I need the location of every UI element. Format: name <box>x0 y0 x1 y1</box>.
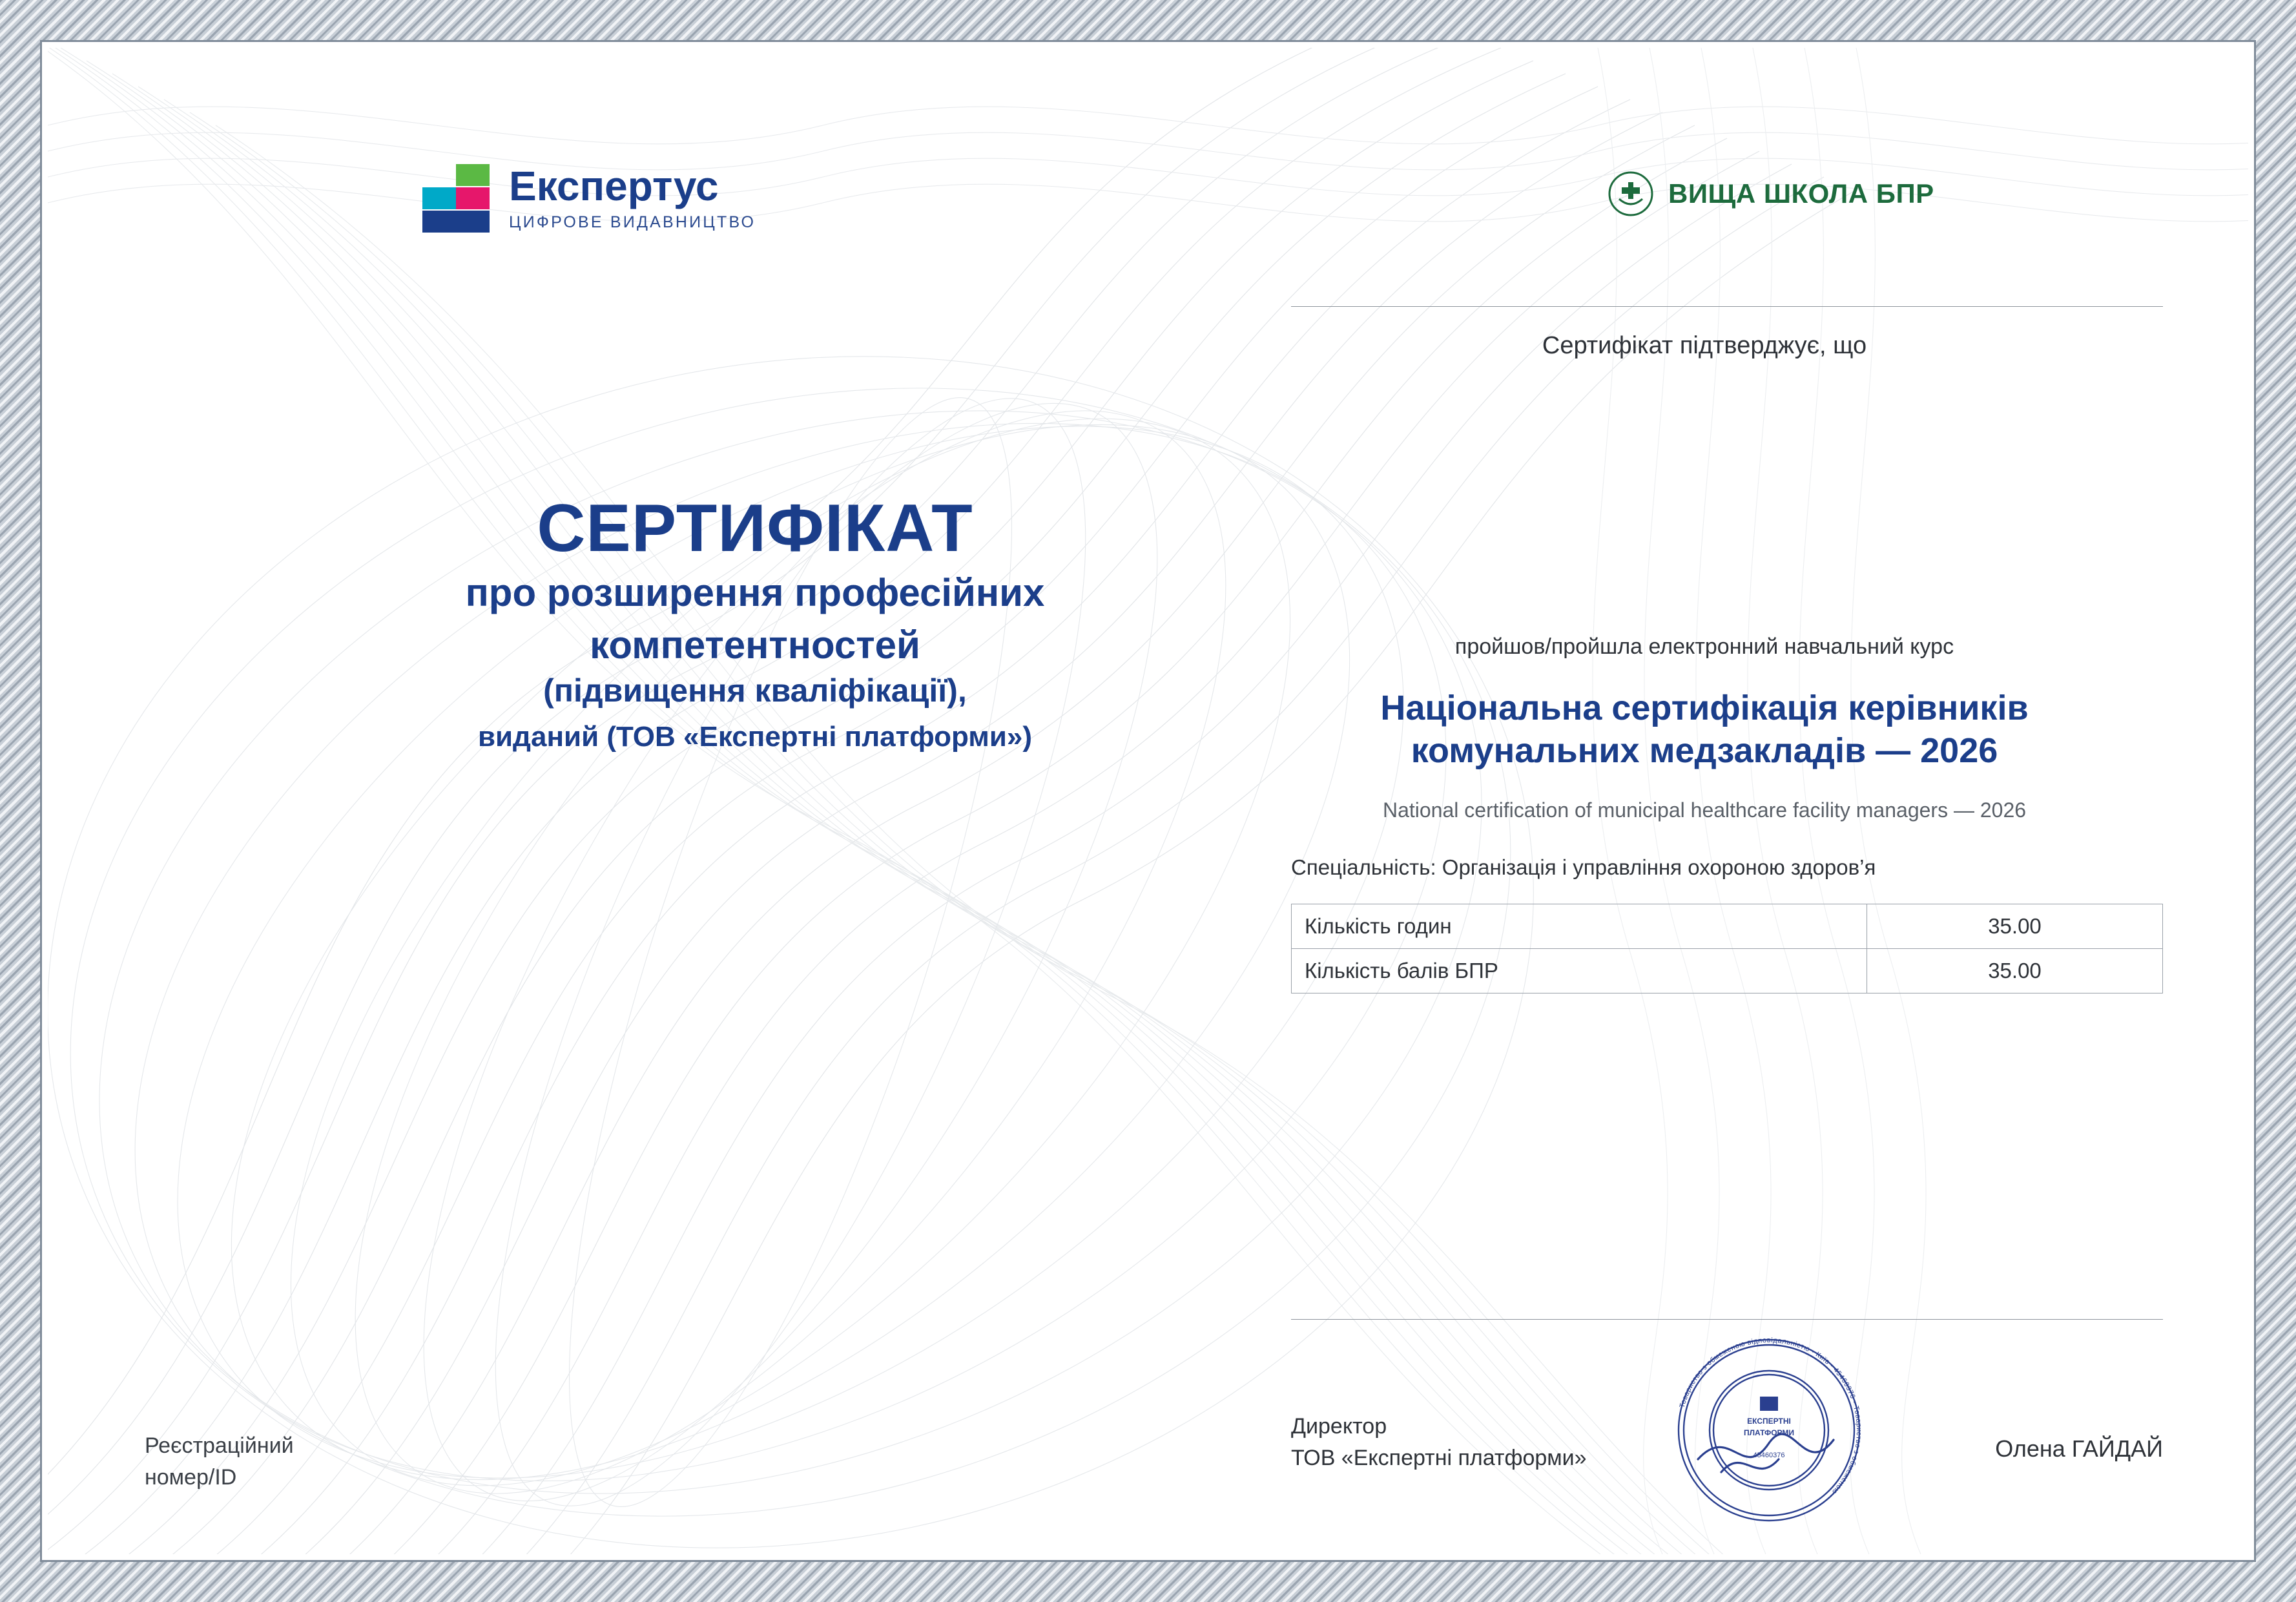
table-row <box>1292 949 2163 993</box>
hours-value: 35.00 <box>1867 904 2163 949</box>
publisher-tagline: ЦИФРОВЕ ВИДАВНИЦТВО <box>509 213 756 231</box>
registration-label-line1: Реєстраційний <box>145 1433 294 1458</box>
divider-top <box>1291 306 2163 307</box>
divider-bottom <box>1291 1319 2163 1320</box>
registration-label-line2: номер/ID <box>145 1465 237 1490</box>
registration-number-block <box>145 1430 294 1494</box>
course-title-line-2: комунальних медзакладів — 2026 <box>1411 731 1998 770</box>
certificate-title-block <box>261 491 1249 754</box>
title-subline-4: виданий (ТОВ «Експертні платформи») <box>477 720 1033 753</box>
hours-label: Кількість годин <box>1292 904 1867 949</box>
director-role-line1: Директор <box>1291 1414 1387 1439</box>
page-title: СЕРТИФІКАТ <box>537 491 973 566</box>
points-value: 35.00 <box>1867 949 2163 993</box>
certificate-content <box>48 48 2248 1554</box>
director-role-block <box>1291 1411 1587 1475</box>
course-title <box>1272 687 2137 773</box>
course-details-table <box>1291 904 2163 993</box>
confirm-line: Сертифікат підтверджує, що <box>1542 332 1867 359</box>
speciality-line: Спеціальність: Організація і управління охороною здоров’я <box>1291 855 1876 879</box>
course-title-line-1: Національна сертифікація керівників <box>1380 689 2029 727</box>
svg-text:45460376: 45460376 <box>1753 1451 1785 1459</box>
expertus-logo-mark-icon <box>422 164 491 233</box>
course-title-english: National certification of municipal healthcare facility managers — 2026 <box>1382 798 2027 822</box>
school-name: ВИЩА ШКОЛА БПР <box>1668 178 1934 209</box>
school-logo <box>1608 171 1934 217</box>
title-subline-1: про розширення професійних <box>465 571 1045 615</box>
company-stamp-seal <box>1659 1320 1879 1540</box>
points-label: Кількість балів БПР <box>1292 949 1867 993</box>
expertus-logo <box>422 164 756 233</box>
passed-course-line: пройшов/пройшла електронний навчальний курс <box>1454 634 1954 659</box>
medical-cross-shield-icon <box>1608 171 1654 217</box>
certificate-right-column <box>1246 48 2163 1554</box>
signature-area <box>1246 1336 2163 1496</box>
table-row <box>1292 904 2163 949</box>
title-subline-2: компетентностей <box>590 623 920 667</box>
svg-text:ПЛАТФОРМИ: ПЛАТФОРМИ <box>1743 1428 1795 1437</box>
publisher-name: Експертус <box>509 162 719 209</box>
signer-name: Олена ГАЙДАЙ <box>1995 1435 2163 1462</box>
svg-text:Товариство з обмеженою відпові: Товариство з обмеженою відповідальністю • Київ • 45460376 • Товариство з обмеженою <box>1678 1336 1863 1496</box>
title-subline-3: (підвищення кваліфікації), <box>543 672 967 709</box>
director-role-line2: ТОВ «Експертні платформи» <box>1291 1446 1587 1471</box>
svg-text:ЕКСПЕРТНІ: ЕКСПЕРТНІ <box>1747 1417 1791 1426</box>
